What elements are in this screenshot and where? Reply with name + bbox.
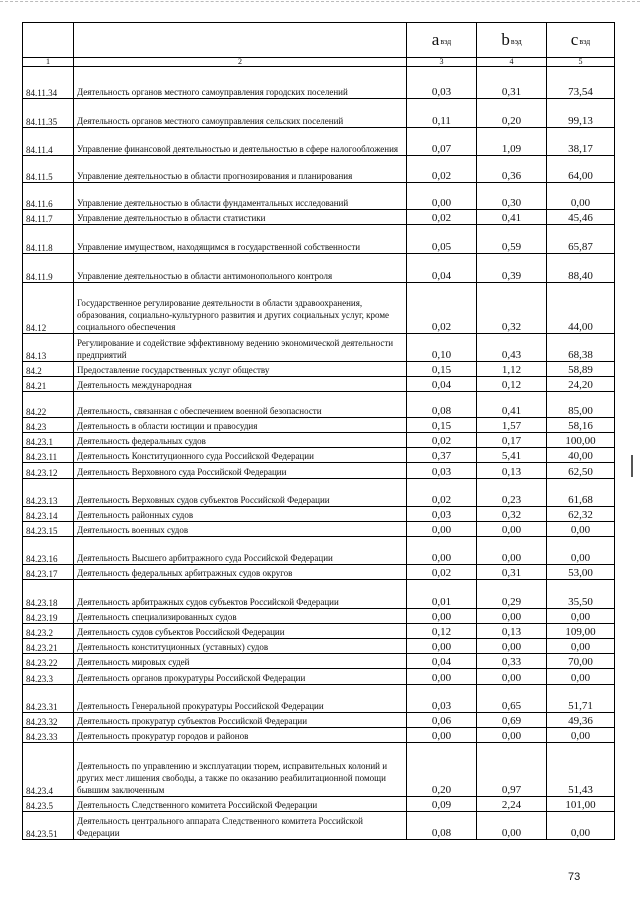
row-code: 84.23.1	[23, 433, 74, 448]
row-b: 0,31	[477, 565, 547, 580]
row-name: Деятельность органов местного самоуправления сельских поселений	[74, 99, 407, 128]
row-c: 73,54	[547, 67, 615, 99]
row-c: 0,00	[547, 812, 615, 840]
row-name: Управление финансовой деятельностью и деятельностью в сфере налогообложения	[74, 128, 407, 156]
row-a: 0,37	[407, 448, 477, 463]
row-name: Деятельность прокуратур субъектов Российской Федерации	[74, 713, 407, 728]
row-name: Деятельность по управлению и эксплуатации тюрем, исправительных колоний и других мест лишения свободы, а также по оказанию реабилитационной помощи бывшим заключенным	[74, 743, 407, 797]
row-a: 0,02	[407, 565, 477, 580]
row-c: 58,16	[547, 418, 615, 433]
row-a: 0,00	[407, 609, 477, 624]
header-name	[74, 23, 407, 58]
row-a: 0,00	[407, 183, 477, 210]
table-row	[23, 713, 615, 728]
row-b: 0,00	[477, 609, 547, 624]
table-row	[23, 609, 615, 624]
row-code: 84.12	[23, 283, 74, 334]
row-code: 84.23.11	[23, 448, 74, 463]
row-name: Деятельность Генеральной прокуратуры Российской Федерации	[74, 685, 407, 713]
row-c: 62,32	[547, 507, 615, 522]
header-c: $c_{вэд}$	[547, 23, 615, 58]
row-code: 84.23.31	[23, 685, 74, 713]
row-code: 84.23.13	[23, 479, 74, 507]
row-a: 0,12	[407, 624, 477, 639]
row-c: 99,13	[547, 99, 615, 128]
row-code: 84.23.3	[23, 669, 74, 685]
row-name: Государственное регулирование деятельности в области здравоохранения, образования, социально-культурного развития и других социальных услуг, кроме социального обеспечения	[74, 283, 407, 334]
header-code	[23, 23, 74, 58]
row-c: 0,00	[547, 639, 615, 654]
row-code: 84.21	[23, 377, 74, 392]
row-b: 0,65	[477, 685, 547, 713]
table-row	[23, 392, 615, 418]
row-c: 100,00	[547, 433, 615, 448]
table-row	[23, 522, 615, 537]
row-b: 0,59	[477, 225, 547, 254]
row-a: 0,03	[407, 463, 477, 479]
row-c: 38,17	[547, 128, 615, 156]
row-c: 65,87	[547, 225, 615, 254]
table-row	[23, 156, 615, 183]
row-b: 0,13	[477, 463, 547, 479]
row-name: Деятельность мировых судей	[74, 654, 407, 669]
row-code: 84.2	[23, 362, 74, 377]
row-b: 0,00	[477, 522, 547, 537]
row-c: 61,68	[547, 479, 615, 507]
row-b: 0,00	[477, 669, 547, 685]
row-name: Деятельность Высшего арбитражного суда Российской Федерации	[74, 537, 407, 565]
row-a: 0,05	[407, 225, 477, 254]
row-c: 45,46	[547, 210, 615, 225]
row-code: 84.22	[23, 392, 74, 418]
row-c: 51,71	[547, 685, 615, 713]
table-row	[23, 654, 615, 669]
table-row	[23, 669, 615, 685]
row-b: 0,39	[477, 254, 547, 283]
table-row	[23, 507, 615, 522]
row-c: 49,36	[547, 713, 615, 728]
row-code: 84.11.7	[23, 210, 74, 225]
row-a: 0,02	[407, 156, 477, 183]
header-a: $a_{вэд}$	[407, 23, 477, 58]
row-c: 68,38	[547, 334, 615, 362]
row-a: 0,20	[407, 743, 477, 797]
row-code: 84.11.8	[23, 225, 74, 254]
row-name: Деятельность арбитражных судов субъектов Российской Федерации	[74, 580, 407, 609]
row-name: Деятельность районных судов	[74, 507, 407, 522]
row-c: 58,89	[547, 362, 615, 377]
column-number: 2	[74, 58, 407, 67]
row-name: Деятельность органов прокуратуры Российской Федерации	[74, 669, 407, 685]
row-b: 0,12	[477, 377, 547, 392]
coefficients-table	[22, 22, 615, 840]
row-code: 84.23.2	[23, 624, 74, 639]
row-c: 70,00	[547, 654, 615, 669]
table-row	[23, 362, 615, 377]
row-c: 62,50	[547, 463, 615, 479]
row-a: 0,02	[407, 283, 477, 334]
row-name: Деятельность федеральных арбитражных судов округов	[74, 565, 407, 580]
table-row	[23, 225, 615, 254]
row-name: Деятельность федеральных судов	[74, 433, 407, 448]
row-code: 84.23.12	[23, 463, 74, 479]
table-row	[23, 479, 615, 507]
row-code: 84.23.18	[23, 580, 74, 609]
row-name: Деятельность специализированных судов	[74, 609, 407, 624]
row-b: 0,32	[477, 283, 547, 334]
row-c: 0,00	[547, 522, 615, 537]
row-name: Деятельность, связанная с обеспечением военной безопасности	[74, 392, 407, 418]
table-row	[23, 797, 615, 812]
table-row	[23, 537, 615, 565]
row-c: 24,20	[547, 377, 615, 392]
row-name: Деятельность военных судов	[74, 522, 407, 537]
row-b: 0,36	[477, 156, 547, 183]
row-code: 84.23.21	[23, 639, 74, 654]
row-a: 0,09	[407, 797, 477, 812]
row-code: 84.23.17	[23, 565, 74, 580]
table-row	[23, 418, 615, 433]
row-code: 84.11.5	[23, 156, 74, 183]
table-row	[23, 624, 615, 639]
table-row	[23, 743, 615, 797]
table-row	[23, 448, 615, 463]
row-c: 88,40	[547, 254, 615, 283]
row-name: Деятельность в области юстиции и правосудия	[74, 418, 407, 433]
row-c: 0,00	[547, 669, 615, 685]
row-b: 0,32	[477, 507, 547, 522]
row-a: 0,08	[407, 392, 477, 418]
row-b: 0,97	[477, 743, 547, 797]
row-code: 84.23.16	[23, 537, 74, 565]
row-name: Деятельность органов местного самоуправления городских поселений	[74, 67, 407, 99]
row-a: 0,03	[407, 67, 477, 99]
row-b: 5,41	[477, 448, 547, 463]
row-code: 84.11.9	[23, 254, 74, 283]
row-b: 0,00	[477, 639, 547, 654]
row-code: 84.23.33	[23, 728, 74, 743]
row-name: Деятельность центрального аппарата Следственного комитета Российской Федерации	[74, 812, 407, 840]
row-a: 0,04	[407, 654, 477, 669]
row-c: 0,00	[547, 609, 615, 624]
row-a: 0,00	[407, 728, 477, 743]
row-code: 84.23.4	[23, 743, 74, 797]
page-top-edge	[0, 1, 640, 2]
row-b: 0,69	[477, 713, 547, 728]
table-row	[23, 377, 615, 392]
row-code: 84.23.15	[23, 522, 74, 537]
row-name: Деятельность Верховного суда Российской Федерации	[74, 463, 407, 479]
row-c: 0,00	[547, 728, 615, 743]
row-b: 0,13	[477, 624, 547, 639]
table-row	[23, 99, 615, 128]
table-row	[23, 183, 615, 210]
row-code: 84.11.34	[23, 67, 74, 99]
table-row	[23, 128, 615, 156]
row-c: 44,00	[547, 283, 615, 334]
row-b: 0,43	[477, 334, 547, 362]
row-b: 1,09	[477, 128, 547, 156]
row-name: Деятельность международная	[74, 377, 407, 392]
table-row	[23, 812, 615, 840]
row-a: 0,03	[407, 507, 477, 522]
row-b: 0,00	[477, 728, 547, 743]
row-name: Управление деятельностью в области статистики	[74, 210, 407, 225]
page-number: 73	[568, 871, 581, 883]
header-row	[23, 23, 615, 58]
row-c: 51,43	[547, 743, 615, 797]
column-number-row	[23, 58, 615, 67]
row-code: 84.11.35	[23, 99, 74, 128]
row-code: 84.23.51	[23, 812, 74, 840]
row-b: 0,41	[477, 392, 547, 418]
table-row	[23, 283, 615, 334]
row-code: 84.23.5	[23, 797, 74, 812]
row-name: Управление деятельностью в области фундаментальных исследований	[74, 183, 407, 210]
row-name: Деятельность Конституционного суда Российской Федерации	[74, 448, 407, 463]
table-row	[23, 67, 615, 99]
scan-edge-mark	[631, 455, 633, 477]
table-row	[23, 463, 615, 479]
row-a: 0,06	[407, 713, 477, 728]
row-name: Деятельность Верховных судов субъектов Российской Федерации	[74, 479, 407, 507]
row-name: Деятельность Следственного комитета Российской Федерации	[74, 797, 407, 812]
row-c: 0,00	[547, 183, 615, 210]
column-number: 1	[23, 58, 74, 67]
table-row	[23, 565, 615, 580]
row-name: Деятельность прокуратур городов и районов	[74, 728, 407, 743]
row-name: Предоставление государственных услуг обществу	[74, 362, 407, 377]
row-a: 0,02	[407, 210, 477, 225]
row-name: Управление деятельностью в области прогнозирования и планирования	[74, 156, 407, 183]
row-c: 40,00	[547, 448, 615, 463]
table-row	[23, 639, 615, 654]
row-b: 0,20	[477, 99, 547, 128]
row-a: 0,02	[407, 479, 477, 507]
row-code: 84.23.19	[23, 609, 74, 624]
row-b: 0,30	[477, 183, 547, 210]
table-body	[23, 67, 615, 840]
row-code: 84.13	[23, 334, 74, 362]
row-code: 84.23.22	[23, 654, 74, 669]
row-name: Управление деятельностью в области антимонопольного контроля	[74, 254, 407, 283]
column-number: 5	[547, 58, 615, 67]
row-name: Регулирование и содействие эффективному ведению экономической деятельности предприятий	[74, 334, 407, 362]
row-c: 0,00	[547, 537, 615, 565]
column-number: 3	[407, 58, 477, 67]
row-code: 84.11.4	[23, 128, 74, 156]
row-a: 0,00	[407, 537, 477, 565]
row-a: 0,07	[407, 128, 477, 156]
header-b: $b_{вэд}$	[477, 23, 547, 58]
row-a: 0,00	[407, 522, 477, 537]
row-a: 0,03	[407, 685, 477, 713]
row-b: 0,00	[477, 537, 547, 565]
row-a: 0,01	[407, 580, 477, 609]
row-code: 84.23.32	[23, 713, 74, 728]
table-row	[23, 685, 615, 713]
row-name: Управление имуществом, находящимся в государственной собственности	[74, 225, 407, 254]
row-a: 0,04	[407, 377, 477, 392]
row-b: 0,17	[477, 433, 547, 448]
row-c: 85,00	[547, 392, 615, 418]
row-c: 109,00	[547, 624, 615, 639]
row-a: 0,15	[407, 362, 477, 377]
row-c: 64,00	[547, 156, 615, 183]
row-b: 1,12	[477, 362, 547, 377]
row-b: 0,31	[477, 67, 547, 99]
row-a: 0,00	[407, 669, 477, 685]
row-code: 84.11.6	[23, 183, 74, 210]
table-row	[23, 210, 615, 225]
row-a: 0,15	[407, 418, 477, 433]
row-name: Деятельность судов субъектов Российской Федерации	[74, 624, 407, 639]
table-row	[23, 728, 615, 743]
row-c: 101,00	[547, 797, 615, 812]
row-b: 0,29	[477, 580, 547, 609]
table-row	[23, 334, 615, 362]
row-b: 2,24	[477, 797, 547, 812]
row-a: 0,04	[407, 254, 477, 283]
row-a: 0,10	[407, 334, 477, 362]
row-b: 1,57	[477, 418, 547, 433]
row-b: 0,41	[477, 210, 547, 225]
table-row	[23, 254, 615, 283]
row-code: 84.23	[23, 418, 74, 433]
row-a: 0,00	[407, 639, 477, 654]
row-b: 0,23	[477, 479, 547, 507]
row-a: 0,08	[407, 812, 477, 840]
row-b: 0,00	[477, 812, 547, 840]
row-a: 0,11	[407, 99, 477, 128]
row-c: 53,00	[547, 565, 615, 580]
row-code: 84.23.14	[23, 507, 74, 522]
column-number: 4	[477, 58, 547, 67]
table-row	[23, 433, 615, 448]
table-row	[23, 580, 615, 609]
row-name: Деятельность конституционных (уставных) судов	[74, 639, 407, 654]
row-a: 0,02	[407, 433, 477, 448]
row-c: 35,50	[547, 580, 615, 609]
row-b: 0,33	[477, 654, 547, 669]
